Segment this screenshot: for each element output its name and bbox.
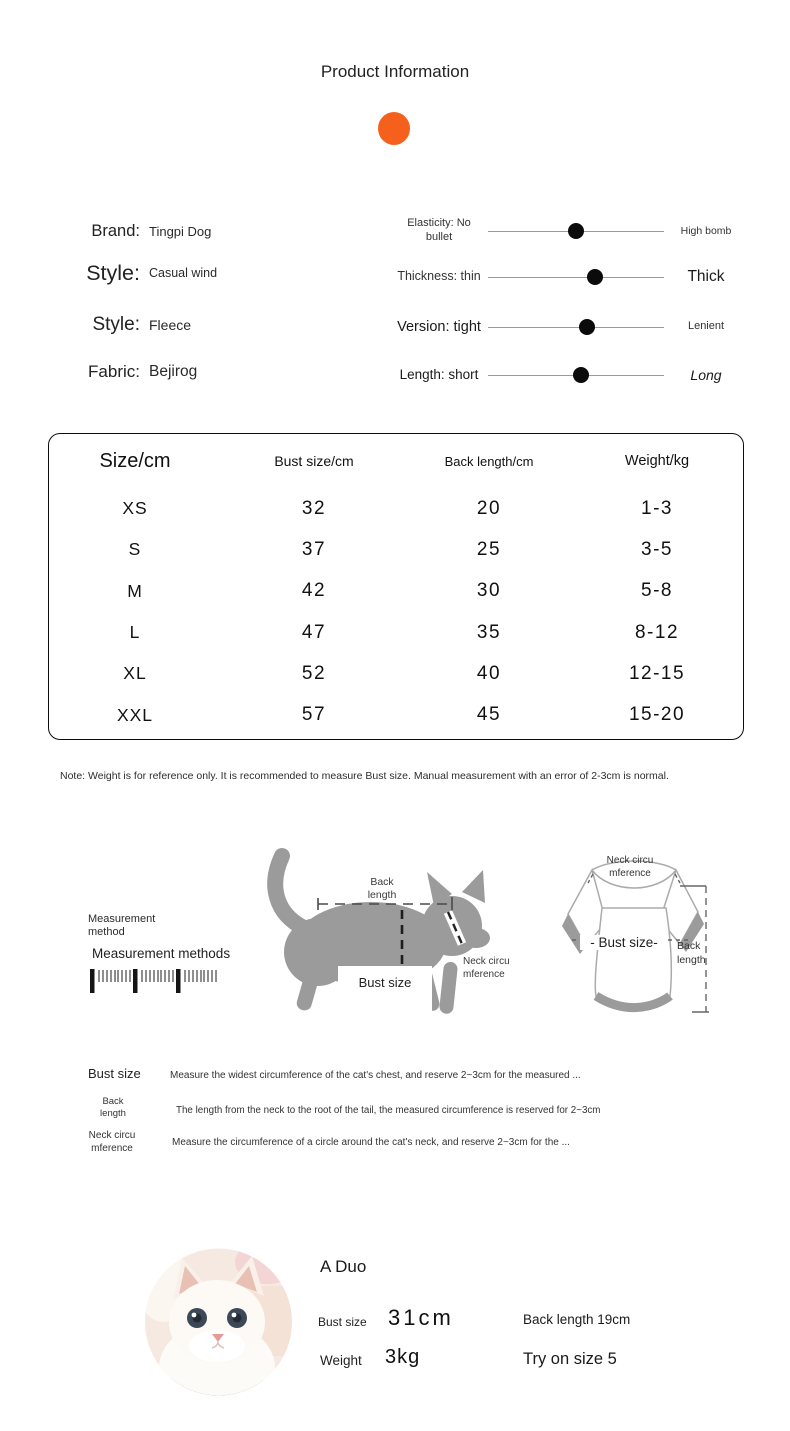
model-back-length: Back length 19cm xyxy=(523,1312,631,1327)
weight-cell: 5-8 xyxy=(641,580,673,602)
slider-track xyxy=(488,365,664,385)
definition-term-bust: Bust size xyxy=(88,1066,141,1081)
ruler-icon xyxy=(90,969,220,995)
slider-left-label: Elasticity: No bullet xyxy=(407,217,471,243)
size-chart-table xyxy=(48,433,744,740)
back-cell: 45 xyxy=(476,704,502,726)
slider-line xyxy=(488,327,664,328)
model-weight-label: Weight xyxy=(320,1353,362,1368)
page-title: Product Information xyxy=(320,62,470,81)
back-cell: 25 xyxy=(476,538,502,560)
slider-right-label: Thick xyxy=(687,267,725,285)
column-header: Weight/kg xyxy=(624,453,690,469)
column-header: Bust size/cm xyxy=(274,453,354,469)
attribute-row-fabric xyxy=(0,354,197,390)
back-cell: 20 xyxy=(476,497,502,519)
slider-right-label: Lenient xyxy=(687,320,725,333)
model-bust-label: Bust size xyxy=(318,1315,367,1329)
slider-elasticity xyxy=(393,209,737,253)
measurement-methods-title: Measurement methods xyxy=(92,946,231,961)
size-cell: XS xyxy=(122,498,148,519)
attribute-row-brand xyxy=(0,213,211,249)
slider-dot xyxy=(568,223,584,239)
shirt-neck-circumference-label: Neck circu mference xyxy=(606,855,654,879)
attribute-label: Style: xyxy=(92,314,140,335)
cat-bust-size-label: Bust size xyxy=(338,966,432,1014)
slider-length xyxy=(393,353,737,397)
attribute-value: Bejirog xyxy=(149,363,198,380)
slider-thickness xyxy=(393,255,737,299)
bust-cell: 32 xyxy=(301,497,327,519)
back-cell: 30 xyxy=(476,580,502,602)
bust-cell: 47 xyxy=(301,621,327,643)
attribute-row-style-1 xyxy=(0,255,217,291)
weight-cell: 12-15 xyxy=(628,662,686,684)
cat-neck-circumference-label: Neck circu mference xyxy=(463,956,510,980)
attribute-label: Brand: xyxy=(91,221,140,240)
model-cat-photo xyxy=(145,1246,292,1398)
definition-desc-neck: Measure the circumference of a circle around the cat's neck, and reserve 2~3cm for the ... xyxy=(172,1137,570,1148)
attribute-label: Fabric: xyxy=(88,362,140,381)
slider-track xyxy=(488,221,664,241)
slider-left-label: Thickness: thin xyxy=(397,269,481,284)
orange-dot-icon xyxy=(378,112,410,145)
slider-left-label: Length: short xyxy=(399,366,479,382)
slider-dot xyxy=(579,319,595,335)
weight-cell: 3-5 xyxy=(641,538,673,560)
shirt-bust-size-label: - Bust size- xyxy=(580,935,668,950)
slider-dot xyxy=(573,367,589,383)
attribute-value: Casual wind xyxy=(149,266,218,280)
weight-cell: 8-12 xyxy=(634,621,680,643)
attribute-value: Tingpi Dog xyxy=(149,223,212,239)
slider-right-label: High bomb xyxy=(680,224,732,237)
bust-cell: 42 xyxy=(301,580,327,602)
definition-desc-bust: Measure the widest circumference of the cat's chest, and reserve 2~3cm for the measured ... xyxy=(170,1070,581,1081)
bust-cell: 37 xyxy=(301,538,327,560)
definition-term-back: Back length xyxy=(100,1096,126,1119)
attribute-row-style-2 xyxy=(0,307,191,343)
slider-left-label: Version: tight xyxy=(397,318,481,335)
bust-cell: 57 xyxy=(301,704,327,726)
definition-desc-back: The length from the neck to the root of the tail, the measured circumference is reserved for 2~3cm xyxy=(176,1105,601,1116)
cat-back-length-label: Back length xyxy=(367,876,397,901)
shirt-back-length-label: Back length xyxy=(677,940,706,966)
size-cell: L xyxy=(129,622,141,643)
model-name: A Duo xyxy=(320,1257,367,1276)
model-try-on-size: Try on size 5 xyxy=(523,1350,617,1368)
measurement-method-label: Measurement method xyxy=(88,913,156,939)
weight-cell: 15-20 xyxy=(628,704,686,726)
bust-cell: 52 xyxy=(301,662,327,684)
slider-version xyxy=(393,305,737,349)
slider-line xyxy=(488,277,664,278)
model-bust-value: 31cm xyxy=(388,1305,454,1330)
attribute-value: Fleece xyxy=(149,317,192,333)
slider-right-label: Long xyxy=(690,366,722,383)
size-cell: S xyxy=(128,539,142,560)
back-cell: 35 xyxy=(476,621,502,643)
slider-track xyxy=(488,317,664,337)
slider-dot xyxy=(587,269,603,285)
definition-term-neck: Neck circu mference xyxy=(88,1130,136,1154)
attribute-label: Style: xyxy=(86,260,140,285)
back-cell: 40 xyxy=(476,662,502,684)
size-note: Note: Weight is for reference only. It is recommended to measure Bust size. Manual measurement with an error of 2-3cm is normal. xyxy=(60,770,669,782)
column-header: Size/cm xyxy=(99,449,171,472)
size-cell: XL xyxy=(123,663,147,684)
column-header: Back length/cm xyxy=(444,453,534,469)
weight-cell: 1-3 xyxy=(641,497,673,519)
slider-track xyxy=(488,267,664,287)
size-cell: XXL xyxy=(116,704,154,725)
model-weight-value: 3kg xyxy=(385,1346,421,1368)
size-cell: M xyxy=(127,580,143,601)
